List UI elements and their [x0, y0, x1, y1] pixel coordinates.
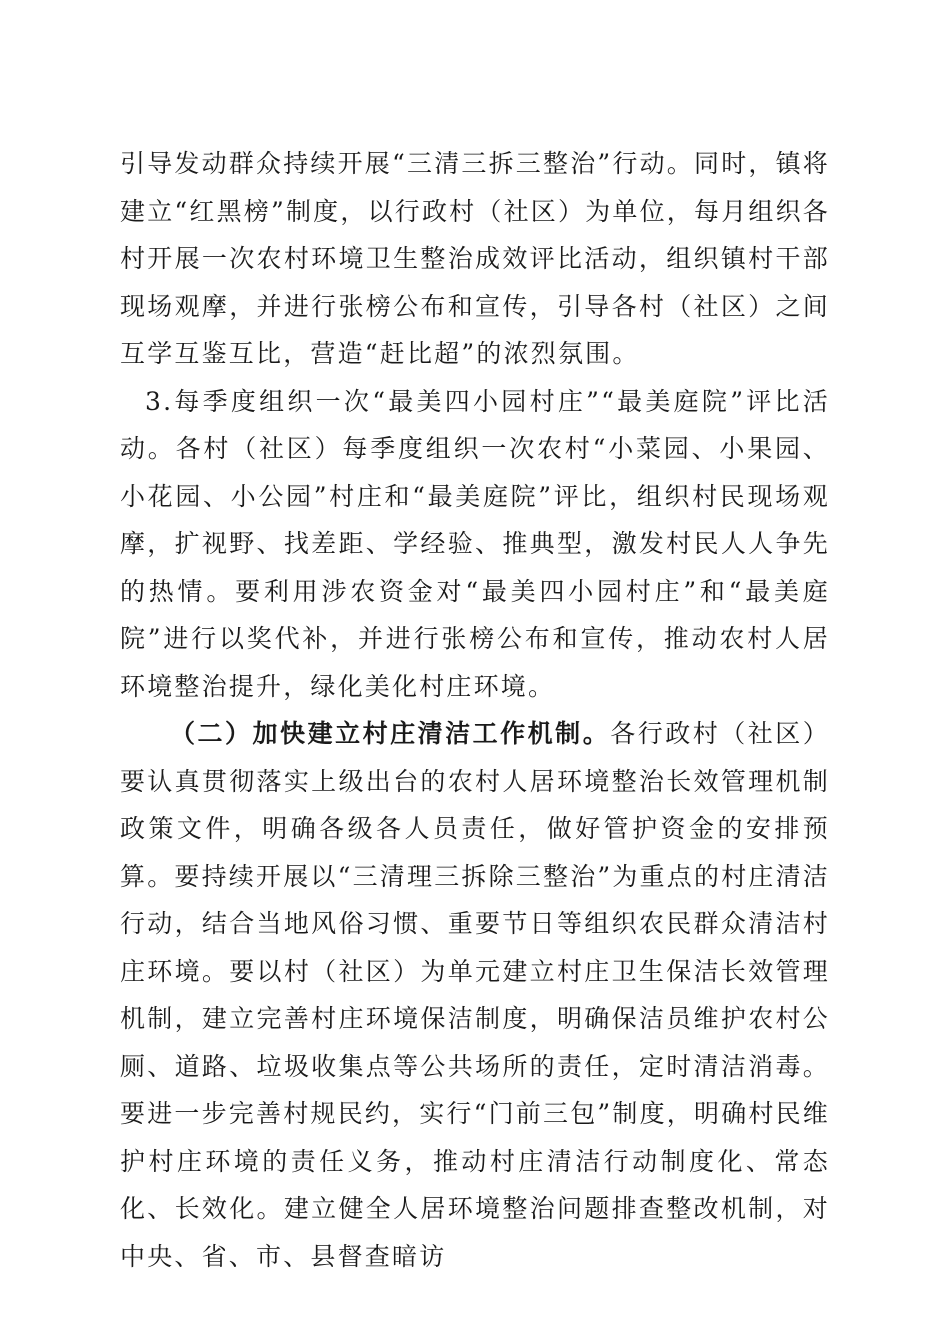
- paragraph-item-3: 3.每季度组织一次“最美四小园村庄”“最美庭院”评比活动。各村（社区）每季度组织一次农村“小菜园、小果园、小花园、小公园”村庄和“最美庭院”评比，组织村民现场观摩，扩视野、找差距、学经验、推典型，激发村民人人争先的热情。要利用涉农资金对“最美四小园村庄”和“最美庭院”进行以奖代补，并进行张榜公布和宣传，推动农村人居环境整治提升，绿化美化村庄环境。: [120, 386, 830, 701]
- section-heading: （二）加快建立村庄清洁工作机制。: [170, 719, 611, 748]
- paragraph-continuation: 引导发动群众持续开展“三清三拆三整治”行动。同时，镇将建立“红黑榜”制度，以行政村（社区）为单位，每月组织各村开展一次农村环境卫生整治成效评比活动，组织镇村干部现场观摩，并进行张榜公布和宣传，引导各村（社区）之间互学互鉴互比，营造“赶比超”的浓烈氛围。: [120, 149, 830, 368]
- paragraph-section-2: [120, 710, 830, 1280]
- section-body: 各行政村（社区）要认真贯彻落实上级出台的农村人居环境整治长效管理机制政策文件，明确各级各人员责任，做好管护资金的安排预算。要持续开展以“三清理三拆除三整治”为重点的村庄清洁行动，结合当地风俗习惯、重要节日等组织农民群众清洁村庄环境。要以村（社区）为单元建立村庄卫生保洁长效管理机制，建立完善村庄环境保洁制度，明确保洁员维护农村公厕、道路、垃圾收集点等公共场所的责任，定时清洁消毒。要进一步完善村规民约，实行“门前三包”制度，明确村民维护村庄环境的责任义务，推动村庄清洁行动制度化、常态化、长效化。建立健全人居环境整治问题排查整改机制，对中央、省、市、县督查暗访: [120, 719, 830, 1271]
- body-text: [120, 140, 830, 1280]
